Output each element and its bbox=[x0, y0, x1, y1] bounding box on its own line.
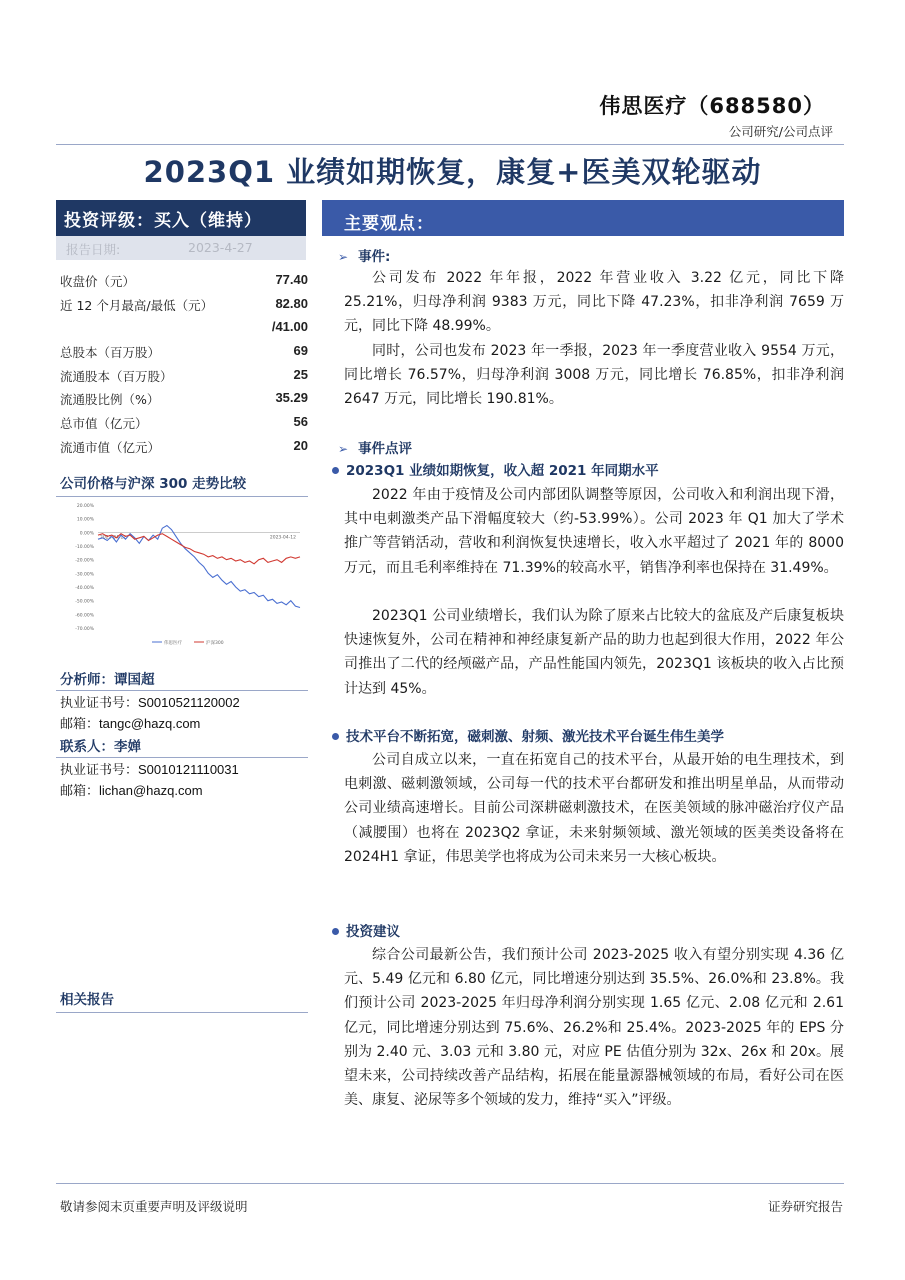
section-invest-heading bbox=[332, 920, 400, 940]
analyst-cert-label: 执业证书号： bbox=[60, 696, 139, 711]
related-reports-heading: 相关报告 bbox=[56, 988, 308, 1013]
metric-value: 20 bbox=[293, 437, 308, 453]
report-date-value: 2023-4-27 bbox=[188, 240, 253, 255]
contact-cert bbox=[60, 760, 308, 781]
metric-value: 56 bbox=[293, 414, 308, 430]
x-tick-label: 2023-04-12 bbox=[269, 535, 296, 541]
event-heading-text: 事件: bbox=[358, 249, 391, 265]
metric-label: 收盘价（元） bbox=[60, 274, 136, 289]
bullet-icon bbox=[332, 467, 339, 474]
y-tick-label: 10.00% bbox=[76, 517, 94, 523]
section-q1-paragraph-2: 2023Q1 公司业绩增长，我们认为除了原来占比较大的盆底及产后康复板块快速恢复外，公司在精神和神经康复新产品的助力也起到很大作用，2022 年公司推出了二代的经颅磁产品，产品性能国内领先，2023Q1 该板块的收入占比预计达到 45%。 bbox=[344, 608, 844, 697]
report-date-row bbox=[56, 236, 306, 260]
report-category: 公司研究/公司点评 bbox=[728, 124, 833, 139]
contact-email-value[interactable]: lichan@hazq.com bbox=[99, 783, 203, 798]
metric-label: 近 12 个月最高/最低（元） bbox=[60, 297, 214, 313]
analyst-cert bbox=[60, 693, 308, 714]
y-tick-label: -60.00% bbox=[75, 613, 94, 619]
event-heading bbox=[338, 245, 390, 265]
event-paragraph-2: 同时，公司也发布 2023 年一季报，2023 年一季度营业收入 9554 万元，同比增长 76.57%，归母净利润 3008 万元，同比增长 76.85%，扣非净利润 2647 万元，同比增长 190.81%。 bbox=[344, 343, 844, 408]
y-tick-label: -10.00% bbox=[75, 545, 94, 550]
analyst-email bbox=[60, 714, 308, 735]
section-tech-paragraph: 公司自成立以来，一直在拓宽自己的技术平台，从最开始的电生理技术，到电刺激、磁刺激领域，公司每一代的技术平台都研发和推出明星单品，从而带动公司业绩高速增长。目前公司深耕磁刺激技术，在医美领域的脉冲磁治疗仪产品（减腰围）也将在 2023Q2 拿证，未来射频领域、激光领域的医美类设备将在 2024H1 拿证，伟思美学也将成为公司未来另一大核心板块。 bbox=[344, 752, 844, 865]
analyst-email-label: 邮箱： bbox=[60, 717, 100, 732]
company-name: 伟思医疗（688580） bbox=[599, 94, 825, 118]
section-q1-heading bbox=[332, 459, 659, 479]
section-q1-title: 2023Q1 业绩如期恢复，收入超 2021 年同期水平 bbox=[346, 463, 659, 479]
header-divider bbox=[56, 144, 844, 145]
chart-svg bbox=[60, 495, 308, 650]
metric-row bbox=[56, 386, 308, 410]
investment-rating: 投资评级：买入（维持） bbox=[56, 200, 306, 236]
metric-row bbox=[56, 434, 308, 458]
metric-row bbox=[56, 268, 308, 292]
section-tech-heading bbox=[332, 725, 724, 745]
analyst-block bbox=[56, 668, 308, 802]
comment-heading-text: 事件点评 bbox=[358, 441, 413, 457]
metric-value: 77.40 bbox=[275, 272, 308, 287]
report-title: 2023Q1 业绩如期恢复，康复+医美双轮驱动 bbox=[143, 155, 762, 189]
metric-value: 69 bbox=[293, 343, 308, 359]
analyst-heading: 分析师：谭国超 bbox=[56, 668, 308, 691]
section-q1-paragraph-1: 2022 年由于疫情及公司内部团队调整等原因，公司收入和利润出现下滑，其中电刺激类产品下滑幅度较大（约-53.99%）。公司 2023 年 Q1 加大了学术推广等营销活动，营收和利润恢复快速增长，收入水平超过了 2021 年的 8000 万元，而且毛利率维持在 71.39%的较高水平，销售净利率也保持在 31.49%。 bbox=[344, 487, 844, 576]
report-date-label: 报告日期: bbox=[66, 242, 121, 257]
metric-row bbox=[56, 410, 308, 434]
metric-label: 流通股比例（%） bbox=[60, 392, 160, 408]
metric-row bbox=[56, 292, 308, 316]
metric-label: 总股本（百万股） bbox=[60, 345, 161, 361]
section-invest-title: 投资建议 bbox=[346, 924, 400, 940]
contact-email bbox=[60, 781, 308, 802]
footer-divider bbox=[56, 1183, 844, 1184]
chart-heading: 公司价格与沪深 300 走势比较 bbox=[56, 472, 308, 497]
metric-value: 82.80 bbox=[275, 295, 308, 311]
bullet-icon bbox=[332, 733, 339, 740]
section-invest-paragraph: 综合公司最新公告，我们预计公司 2023-2025 收入有望分别实现 4.36 亿元、5.49 亿元和 6.80 亿元，同比增速分别达到 35.5%、26.0%和 23.8%。我们预计公司 2023-2025 年归母净利润分别实现 1.65 亿元、2.08 亿元和 2.61 亿元，同比增速分别达到 75.6%、26.2%和 25.4%。2023-2025 年的 EPS 分别为 2.40 元、3.03 元和 3.80 元，对应 PE 估值分别为 32x、26x 和 20x。展望未来，公司持续改善产品结构，拓展在能量源器械领域的布局，看好公司在医美、康复、泌尿等多个领域的发力，维持“买入”评级。 bbox=[344, 947, 844, 1109]
y-tick-label: -50.00% bbox=[75, 599, 94, 605]
metric-row bbox=[56, 339, 308, 363]
analyst-email-value[interactable]: tangc@hazq.com bbox=[99, 716, 201, 731]
contact-cert-value: S0010121110031 bbox=[138, 762, 239, 777]
metric-row bbox=[56, 363, 308, 387]
y-tick-label: 20.00% bbox=[76, 504, 94, 509]
footer-disclaimer: 敬请参阅末页重要声明及评级说明 bbox=[60, 1199, 248, 1214]
metric-label: 总市值（亿元） bbox=[60, 416, 148, 432]
contact-cert-label: 执业证书号： bbox=[60, 763, 139, 778]
section-tech-title: 技术平台不断拓宽，磁刺激、射频、激光技术平台诞生伟生美学 bbox=[346, 729, 724, 745]
x-tick-label: 2022-04-12 bbox=[100, 535, 127, 541]
footer-report-type: 证券研究报告 bbox=[767, 1199, 843, 1214]
stock-metrics bbox=[56, 268, 308, 458]
analyst-cert-value: S0010521120002 bbox=[138, 695, 240, 710]
main-points-heading: 主要观点： bbox=[322, 200, 844, 236]
metric-value: /41.00 bbox=[271, 319, 308, 335]
y-tick-label: -20.00% bbox=[75, 558, 94, 564]
bullet-icon bbox=[332, 928, 339, 935]
metric-value: 35.29 bbox=[275, 390, 308, 406]
metric-label: 流通股本（百万股） bbox=[60, 368, 173, 384]
y-tick-label: -40.00% bbox=[75, 586, 94, 591]
metric-label: 流通市值（亿元） bbox=[60, 439, 161, 455]
metric-value: 25 bbox=[293, 366, 308, 382]
metric-row bbox=[56, 315, 308, 339]
y-tick-label: -30.00% bbox=[75, 572, 94, 578]
price-comparison-chart bbox=[60, 495, 308, 650]
arrow-right-icon: ➢ bbox=[338, 442, 349, 456]
legend-label: 沪深300 bbox=[206, 641, 224, 646]
event-paragraph-1: 公司发布 2022 年年报，2022 年营业收入 3.22 亿元，同比下降 25.21%，归母净利润 9383 万元，同比下降 47.23%，扣非净利润 7659 万元，同比下降 48.99%。 bbox=[344, 270, 844, 335]
arrow-right-icon: ➢ bbox=[338, 250, 349, 264]
contact-heading: 联系人：李婵 bbox=[56, 735, 308, 758]
y-tick-label: -70.00% bbox=[75, 627, 94, 632]
contact-email-label: 邮箱： bbox=[60, 784, 100, 799]
y-tick-label: 0.00% bbox=[79, 531, 94, 537]
legend-label: 伟思医疗 bbox=[164, 641, 182, 646]
comment-heading bbox=[338, 437, 412, 457]
